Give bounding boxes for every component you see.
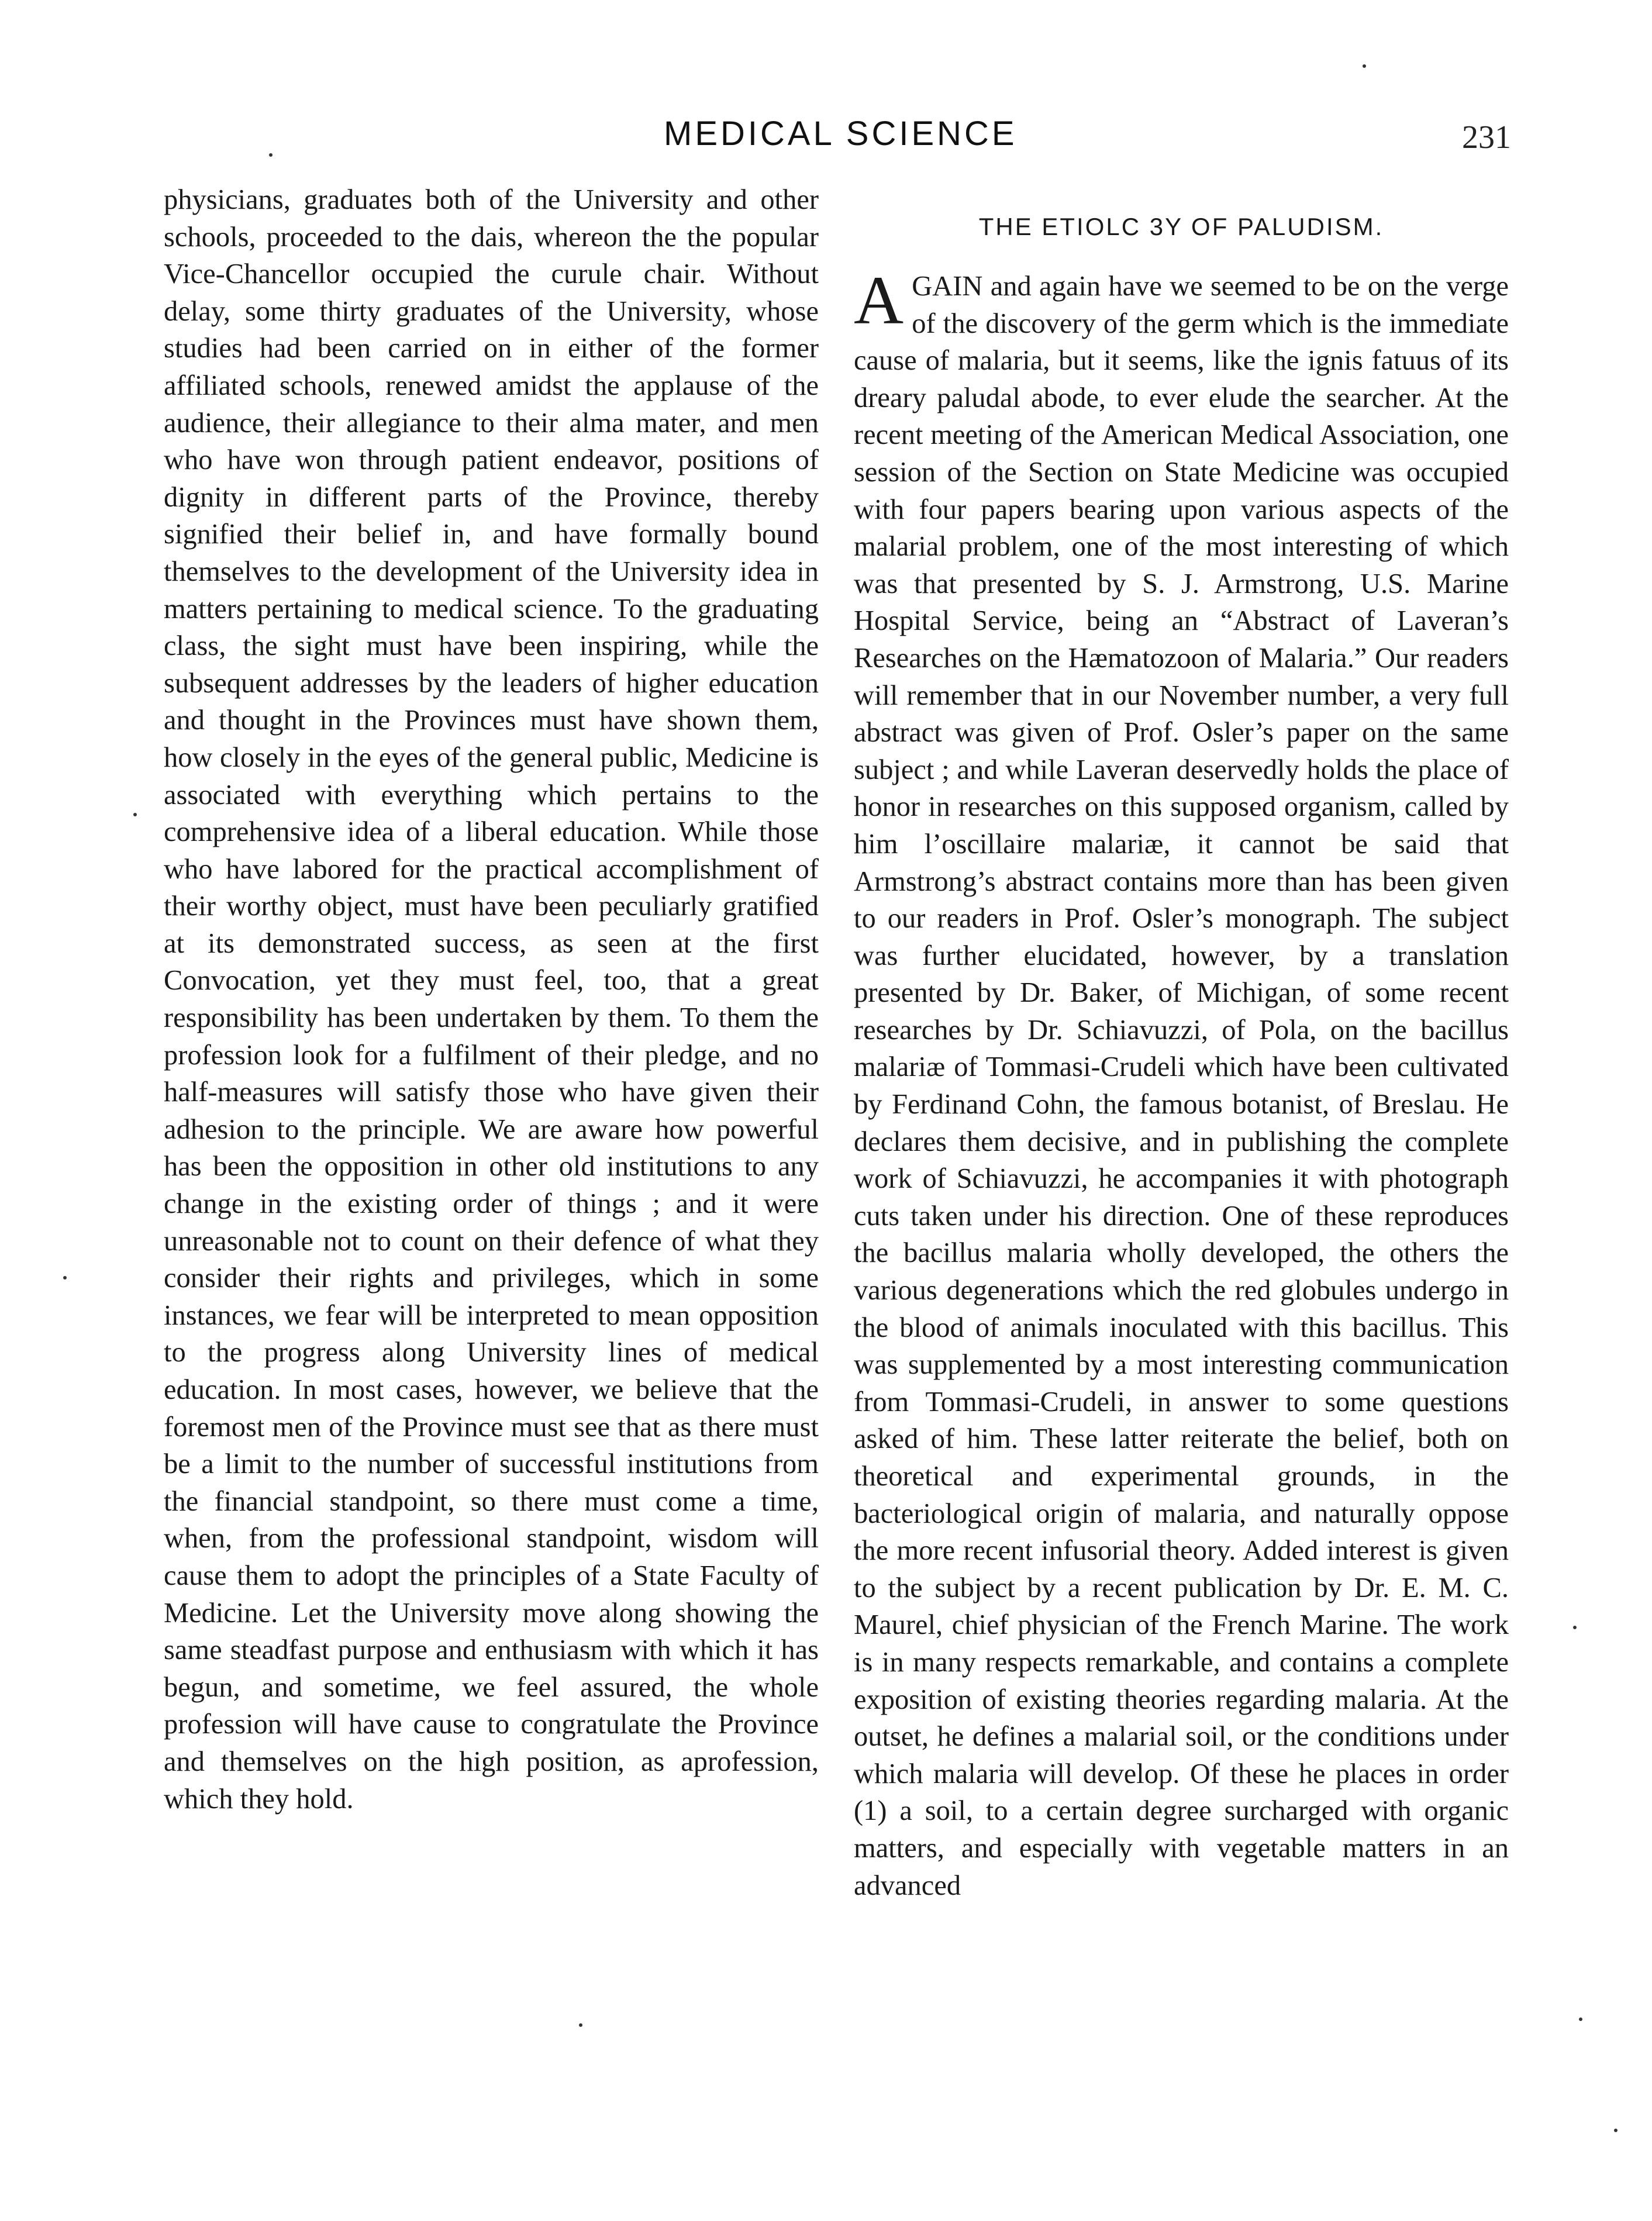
right-column-paragraph xyxy=(854,262,1509,1904)
drop-cap: A xyxy=(854,262,904,339)
running-head xyxy=(0,114,1652,161)
scan-speck xyxy=(269,153,273,157)
scan-speck xyxy=(1579,2017,1582,2021)
scan-speck xyxy=(1573,1626,1577,1629)
right-column xyxy=(854,181,1509,1904)
right-column-text: GAIN and again have we seemed to be on the verge of the discovery of the germ which is the immediate cause of malaria, but it seems, like the ignis fatuus of its dreary paludal abode, to ever elude the searcher. At the recent meeting of the American Medical Association, one session of the Section on State Medicine was occupied with four papers bearing upon various aspects of the malarial problem, one of the most interesting of which was that presented by S. J. Armstrong, U.S. Marine Hospital Service, being an “Abstract of Laveran’s Researches on the Hæmatozoon of Malaria.” Our readers will remember that in our November number, a very full abstract was given of Prof. Osler’s paper on the same subject ; and while Laveran deservedly holds the place of honor in researches on this supposed organism, called by him l’oscillaire malariæ, it cannot be said that Armstrong’s abstract contains more than has been given to our readers in Prof. Osler’s monograph. The subject was further elucidated, however, by a translation presented by Dr. Baker, of Michigan, of some recent researches by Dr. Schiavuzzi, of Pola, on the bacillus malariæ of Tommasi-Crudeli which have been cultivated by Ferdinand Cohn, the famous botanist, of Breslau. He declares them decisive, and in publishing the complete work of Schiavuzzi, he accompanies it with photograph cuts taken under his direction. One of these reproduces the bacillus malaria wholly developed, the others the various degenerations which the red globules undergo in the blood of animals inoculated with this bacillus. This was supplemented by a most interesting communication from Tommasi-Crudeli, in answer to some questions asked of him. These latter reiterate the belief, both on theoretical and experimental grounds, in the bacteriological origin of malaria, and naturally oppose the more recent infusorial theory. Added interest is given to the subject by a recent publication by Dr. E. M. C. Maurel, chief physician of the French Marine. The work is in many respects remarkable, and contains a complete exposition of existing theories regarding malaria. At the outset, he defines a malarial soil, or the conditions under which malaria will develop. Of these he places in order (1) a soil, to a certain degree surcharged with organic matters, and especially with vegetable matters in an advanced xyxy=(854,271,1509,1901)
article-heading: THE ETIOLC 3Y OF PALUDISM. xyxy=(978,213,1384,240)
running-title: MEDICAL SCIENCE xyxy=(664,115,1018,153)
scan-speck xyxy=(1614,2129,1617,2132)
scan-speck xyxy=(63,1276,67,1280)
page-number: 231 xyxy=(1462,119,1511,156)
left-column xyxy=(164,181,819,1818)
scan-speck xyxy=(1363,64,1366,68)
scan-speck xyxy=(579,2023,582,2027)
scan-speck xyxy=(133,813,137,816)
left-column-paragraph: physicians, graduates both of the University and other schools, proceeded to the dais, whereon the the popular Vice-Chancellor occupied the curule chair. Without delay, some thirty graduates of the University, whose studies had been carried on in either of the former affiliated schools, renewed amidst the applause of the audience, their allegiance to their alma mater, and men who have won through patient endeavor, positions of dignity in different parts of the Province, thereby signified their belief in, and have formally bound themselves to the development of the University idea in matters pertaining to medical science. To the graduating class, the sight must have been inspiring, while the subsequent addresses by the leaders of higher education and thought in the Provinces must have shown them, how closely in the eyes of the general public, Medicine is associated with everything which pertains to the comprehensive idea of a liberal education. While those who have labored for the practical accomplishment of their worthy object, must have been peculiarly gratified at its demonstrated success, as seen at the first Convocation, yet they must feel, too, that a great responsibility has been undertaken by them. To them the profession look for a fulfilment of their pledge, and no half-measures will satisfy those who have given their adhesion to the principle. We are aware how powerful has been the opposition in other old institutions to any change in the existing order of things ; and it were unreasonable not to count on their defence of what they consider their rights and privileges, which in some instances, we fear will be interpreted to mean opposition to the progress along University lines of medical education. In most cases, however, we believe that the foremost men of the Province must see that as there must be a limit to the number of successful institutions from the financial standpoint, so there must come a time, when, from the professional standpoint, wisdom will cause them to adopt the principles of a State Faculty of Medicine. Let the University move along showing the same steadfast purpose and enthusiasm with which it has begun, and sometime, we feel assured, the whole profession will have cause to congratulate the Province and themselves on the high position, as aprofession, which they hold. xyxy=(164,184,819,1815)
